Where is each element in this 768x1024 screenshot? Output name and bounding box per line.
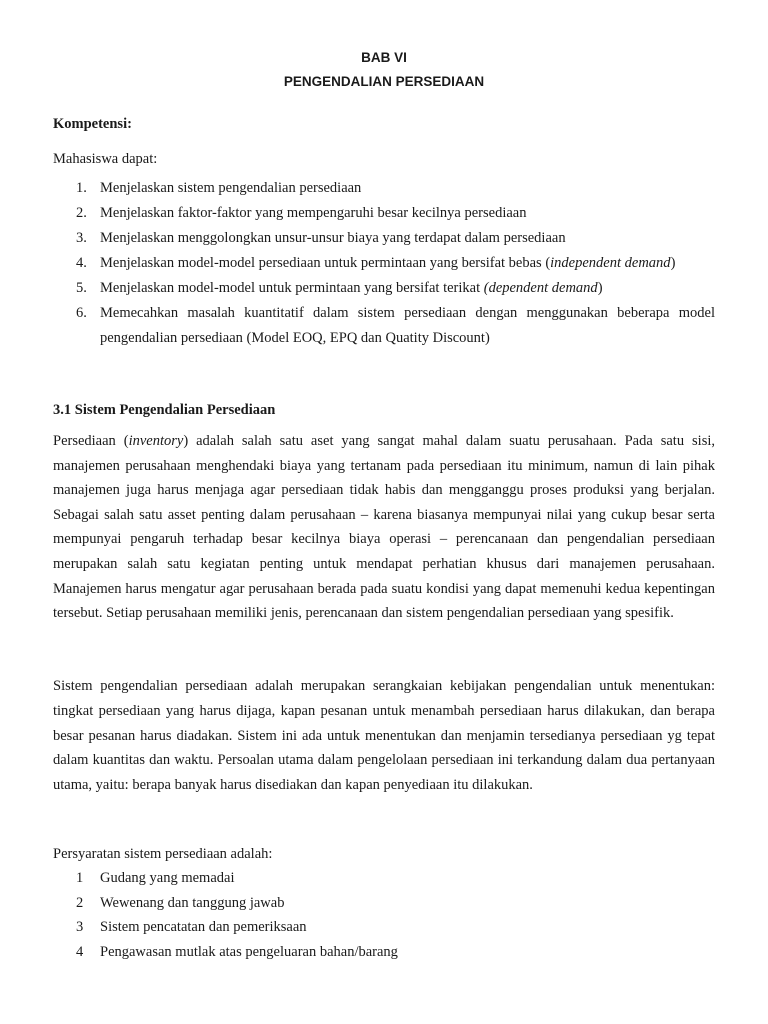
list-item: 4 Pengawasan mutlak atas pengeluaran bahan/barang — [76, 943, 398, 960]
list-item: 1. Menjelaskan sistem pengendalian persediaan — [76, 180, 362, 196]
list-item: 3. Menjelaskan menggolongkan unsur-unsur biaya yang terdapat dalam persediaan — [76, 230, 566, 246]
chapter-number: BAB VI — [361, 50, 407, 65]
requirements-list — [53, 866, 715, 964]
list-item: 3 Sistem pencatatan dan pemeriksaan — [76, 919, 307, 935]
requirements-intro: Persyaratan sistem persediaan adalah: — [53, 846, 273, 862]
chapter-title: PENGENDALIAN PERSEDIAAN — [283, 74, 485, 89]
list-item: 2. Menjelaskan faktor-faktor yang mempengaruhi besar kecilnya persediaan — [76, 205, 527, 221]
list-item: 5. Menjelaskan model-model untuk permintaan yang bersifat terikat (dependent demand) — [76, 280, 603, 296]
list-item: 4. Menjelaskan model-model persediaan untuk permintaan yang bersifat bebas (independent demand) — [76, 255, 676, 271]
competency-heading: Kompetensi: — [53, 116, 132, 132]
list-item: 6. Memecahkan masalah kuantitatif dalam sistem persediaan dengan menggunakan beberapa model pengendalian persediaan (Model EOQ, EPQ dan Quatity Discount) — [76, 305, 715, 346]
section-paragraph-2: Sistem pengendalian persediaan adalah merupakan serangkaian kebijakan pengendalian untuk menentukan: tingkat persediaan yang harus dijaga, kapan pesanan untuk menambah persediaan harus dilakukan, dan berapa besar pesanan harus diadakan. Sistem ini ada untuk menentukan dan menjamin tersedianya persediaan yg tepat dalam kuantitas dan waktu. Persoalan utama dalam pengelolaan persediaan ini terkandung dalam dua pertanyaan utama, yaitu: berapa banyak harus disediakan dan kapan penyediaan itu dilakukan. — [53, 678, 715, 794]
list-item: 2 Wewenang dan tanggung jawab — [76, 894, 285, 911]
section-heading: 3.1 Sistem Pengendalian Persediaan — [53, 402, 276, 418]
list-item: 1 Gudang yang memadai — [76, 870, 235, 886]
competency-intro: Mahasiswa dapat: — [53, 151, 158, 167]
competency-list — [53, 176, 715, 351]
section-paragraph-1: Persediaan (inventory) adalah salah satu aset yang sangat mahal dalam suatu perusahaan. Pada satu sisi, manajemen perusahaan menghendaki biaya yang tertanam pada persediaan itu minimum, namun di lain pihak manajemen juga harus menjaga agar persediaan tidak habis dan mengganggu proses produksi yang berjalan. Sebagai salah satu asset penting dalam perusahaan – karena biasanya mempunyai nilai yang cukup besar serta mempunyai pengaruh terhadap besar kecilnya biaya operasi – perencanaan dan pengendalian persediaan merupakan salah satu kegiatan penting untuk mendapat perhatian khusus dari manajemen perusahaan. Manajemen harus mengatur agar perusahaan berada pada suatu kondisi yang dapat memenuhi kedua kepentingan tersebut. Setiap perusahaan memiliki jenis, perencanaan dan sistem pengendalian persediaan yang spesifik. — [53, 433, 715, 622]
